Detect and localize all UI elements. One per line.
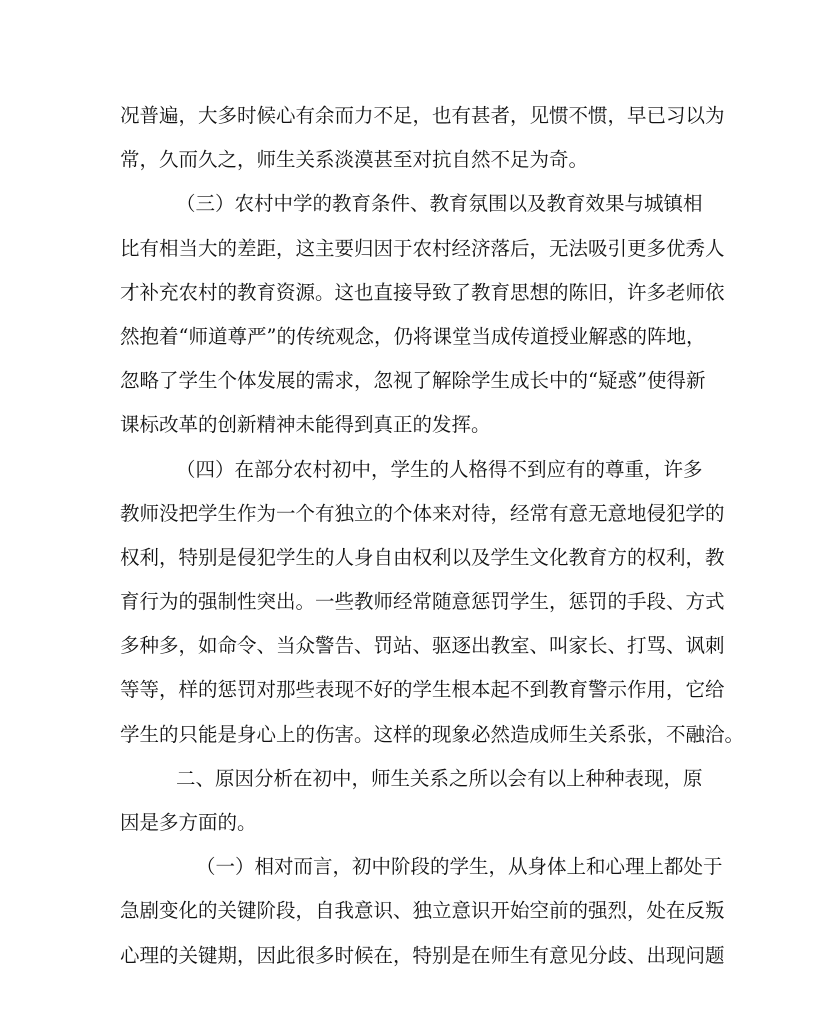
text-line: 忽略了学生个体发展的需求，忽视了解除学生成长中的“疑惑”使得新 [120, 369, 706, 392]
paragraph-start-line: （三）农村中学的教育条件、教育氛围以及教育效果与城镇相 [176, 192, 703, 215]
text-line: 教师没把学生作为一个有独立的个体来对待，经常有意无意地侵犯学的 [120, 502, 725, 525]
text-line: 常，久而久之，师生关系淡漠甚至对抗自然不足为奇。 [120, 148, 589, 171]
text-line: 况普遍，大多时候心有余而力不足，也有甚者，见惯不惯，早已习以为 [120, 104, 725, 127]
text-line: 比有相当大的差距，这主要归因于农村经济落后，无法吸引更多优秀人 [120, 237, 725, 260]
text-line: 权利，特别是侵犯学生的人身自由权利以及学生文化教育方的权利，教 [120, 546, 725, 569]
text-line: 多种多，如命令、当众警告、罚站、驱逐出教室、叫家长、打骂、讽刺 [120, 634, 725, 657]
text-line: 然抱着“师道尊严”的传统观念，仍将课堂当成传道授业解惑的阵地， [120, 325, 706, 348]
paragraph-start-line: （四）在部分农村初中，学生的人格得不到应有的尊重，许多 [176, 458, 703, 481]
text-line: 学生的只能是身心上的伤害。这样的现象必然造成师生关系张，不融洽。 [120, 723, 745, 746]
text-line: 心理的关键期，因此很多时候在，特别是在师生有意见分歧、出现问题 [120, 944, 725, 967]
text-line: 育行为的强制性突出。一些教师经常随意惩罚学生，惩罚的手段、方式 [120, 590, 725, 613]
text-line: 因是多方面的。 [120, 811, 257, 834]
text-line: 课标改革的创新精神未能得到真正的发挥。 [120, 413, 491, 436]
section-heading-line: 二、原因分析在初中，师生关系之所以会有以上种种表现，原 [176, 767, 703, 790]
paragraph-start-line: （一）相对而言，初中阶段的学生，从身体上和心理上都处于 [196, 855, 723, 878]
text-line: 等等，样的惩罚对那些表现不好的学生根本起不到教育警示作用，它给 [120, 678, 725, 701]
text-line: 急剧变化的关键阶段，自我意识、独立意识开始空前的强烈，处在反叛 [120, 899, 725, 922]
text-line: 才补充农村的教育资源。这也直接导致了教育思想的陈旧，许多老师依 [120, 281, 725, 304]
